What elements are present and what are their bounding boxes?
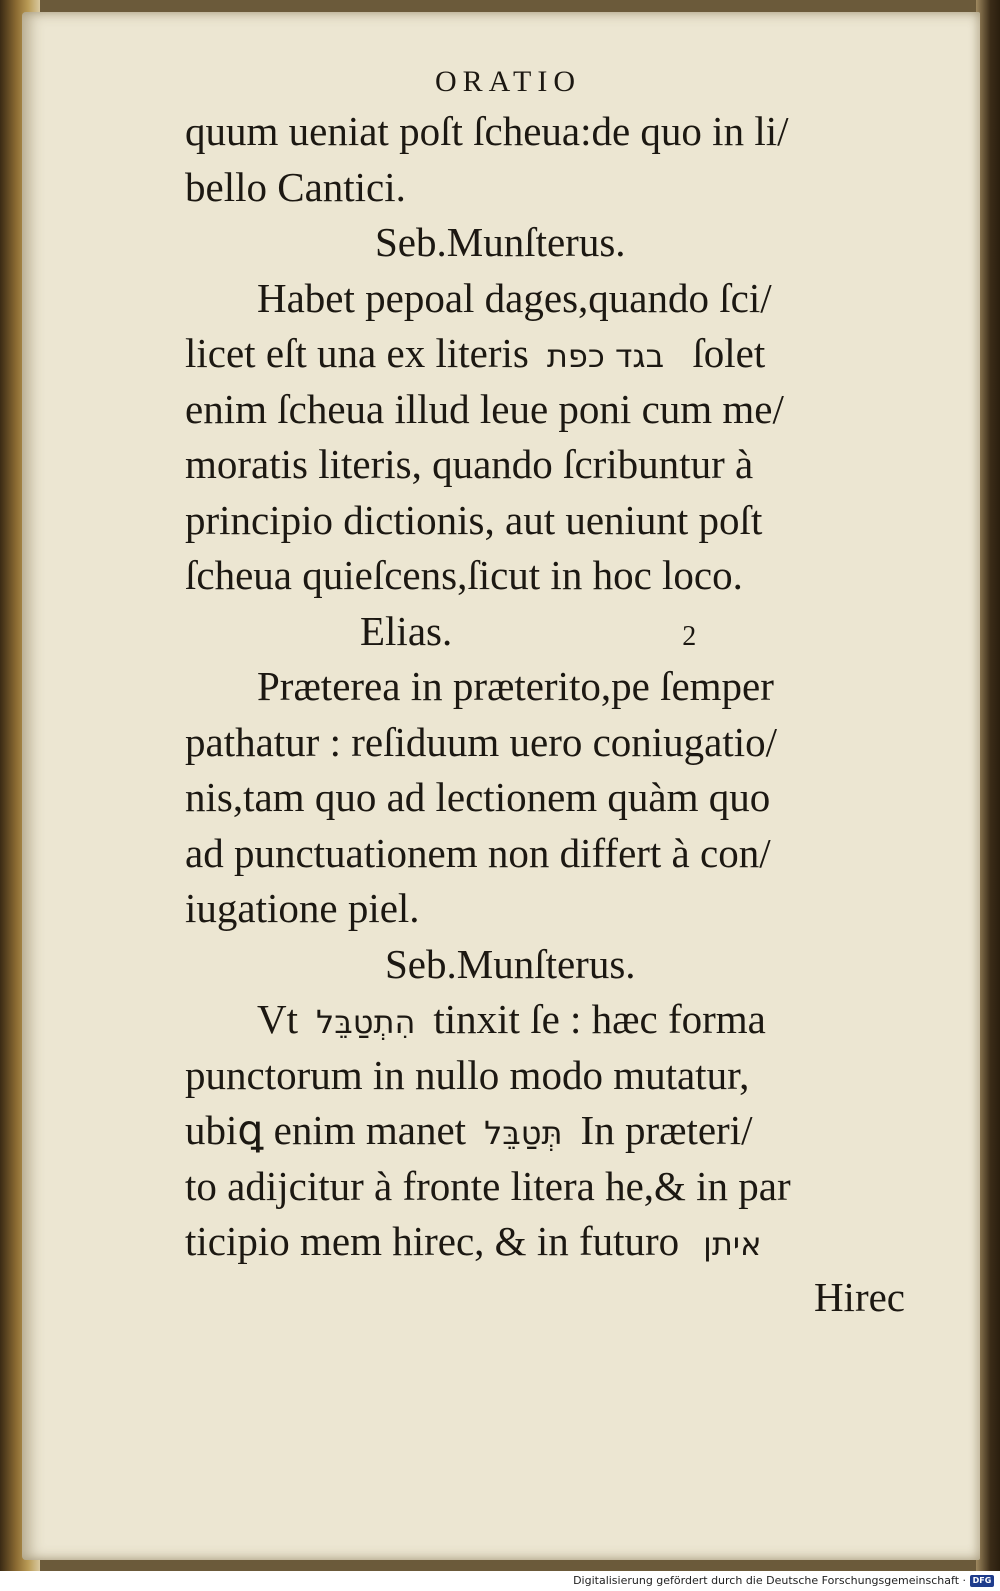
footer-bar xyxy=(0,1571,1000,1591)
text-line: bello Cantici. xyxy=(185,163,406,210)
catchword: Hirec xyxy=(813,1273,905,1320)
speaker-name: Elias. xyxy=(360,607,453,654)
signature-mark: 2 xyxy=(682,620,697,652)
text-line: pathatur : reſiduum uero coniugatio/ xyxy=(185,718,778,765)
text-line: punctorum in nullo modo mutatur, xyxy=(185,1051,750,1098)
hebrew-word: הִתְטַבֵּל xyxy=(316,1003,416,1041)
dfg-logo: DFG xyxy=(970,1575,994,1587)
running-head: ORATIO xyxy=(435,65,581,98)
text-segment: ubiꝗ enim manet xyxy=(185,1107,467,1153)
text-line: ad punctuationem non differt à con/ xyxy=(185,829,771,876)
hebrew-word: תְּטַבֵּל xyxy=(484,1114,563,1152)
text-segment: In præteri/ xyxy=(580,1107,753,1153)
text-line: quum ueniat poſt ſcheua:de quo in li/ xyxy=(185,108,789,154)
text-line: moratis literis, quando ſcribuntur à xyxy=(185,441,754,487)
speaker-heading: Seb.Munſterus. xyxy=(385,940,636,987)
text-line: ſcheua quieſcens,ſicut in hoc loco. xyxy=(185,552,743,598)
text-segment: tinxit ſe : hæc forma xyxy=(433,996,766,1042)
text-line: enim ſcheua illud leue poni cum me/ xyxy=(185,385,784,432)
hebrew-word: איתן xyxy=(703,1225,762,1263)
page-text xyxy=(185,60,905,1325)
speaker-heading xyxy=(185,604,905,660)
text-segment: ticipio mem hirec, & in futuro xyxy=(185,1218,680,1264)
speaker-heading: Seb.Munſterus. xyxy=(375,219,626,265)
text-line xyxy=(185,1103,905,1159)
text-line: Habet pepoal dages,quando ſci/ xyxy=(257,274,772,321)
text-line xyxy=(185,1214,905,1270)
hebrew-word: בגד כפת xyxy=(546,337,665,375)
text-line xyxy=(185,992,905,1048)
text-segment: Vt xyxy=(257,996,298,1042)
funding-note: Digitalisierung gefördert durch die Deutsche Forschungsgemeinschaft · xyxy=(573,1574,966,1587)
text-segment: ſolet xyxy=(692,330,766,376)
text-segment: licet eſt una ex literis xyxy=(185,330,529,376)
text-line: principio dictionis, aut ueniunt poſt xyxy=(185,496,763,543)
text-line: to adijcitur à fronte litera he,& in par xyxy=(185,1162,791,1209)
text-line: Præterea in præterito,pe ſemper xyxy=(257,663,774,709)
text-line xyxy=(185,326,905,382)
text-line: iugatione piel. xyxy=(185,885,420,931)
text-line: nis,tam quo ad lectionem quàm quo xyxy=(185,774,771,820)
